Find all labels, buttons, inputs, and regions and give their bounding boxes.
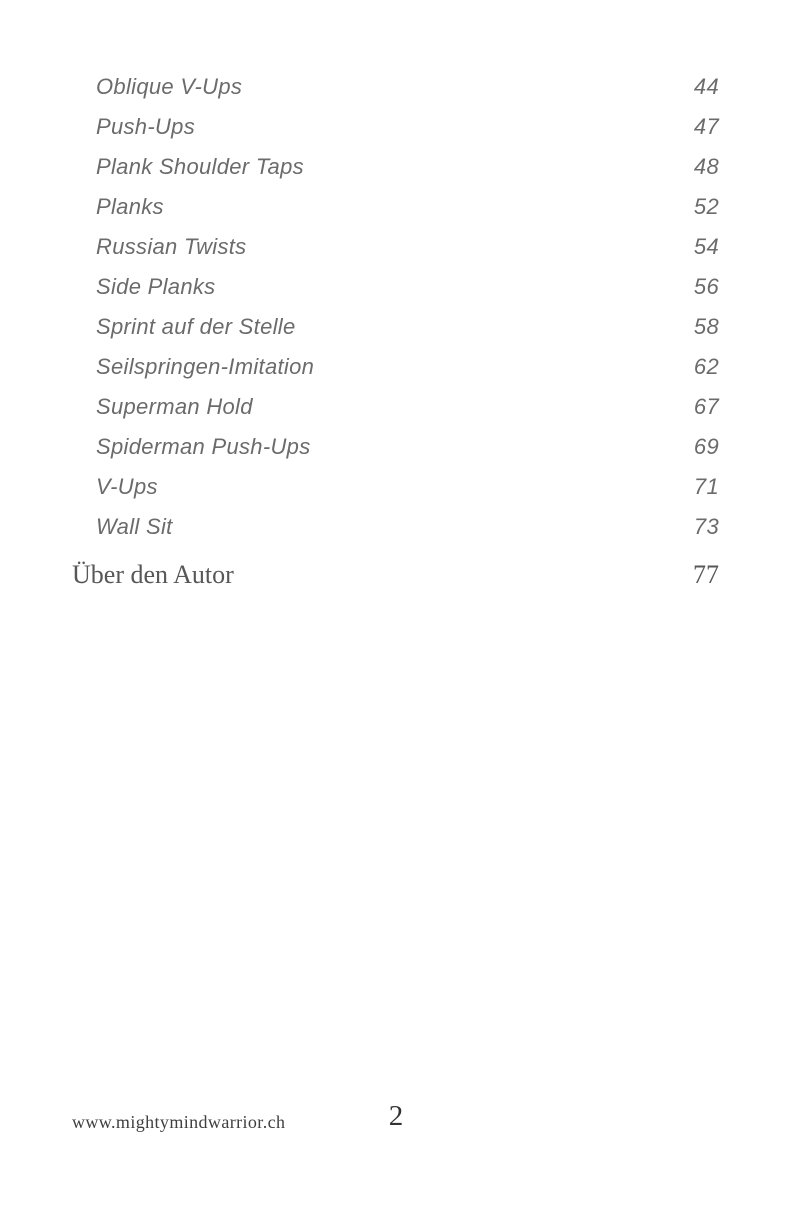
toc-entry-label: Russian Twists xyxy=(96,234,247,259)
toc-entry-label: Spiderman Push-Ups xyxy=(96,434,311,459)
toc-entry-label: Oblique V-Ups xyxy=(96,74,243,99)
table-of-contents xyxy=(72,67,719,603)
toc-entry-plank-shoulder-taps[interactable] xyxy=(72,147,719,187)
toc-entry-sprint-auf-der-stelle[interactable] xyxy=(72,307,719,347)
toc-entry-label: Side Planks xyxy=(96,274,216,299)
toc-entry-page: 77 xyxy=(693,560,719,589)
toc-entry-spiderman-push-ups[interactable] xyxy=(72,427,719,467)
toc-entry-label: Wall Sit xyxy=(96,514,173,539)
toc-entry-page: 73 xyxy=(693,514,719,539)
website-link[interactable]: www.mightymindwarrior.ch xyxy=(72,1112,286,1132)
toc-entry-label: Über den Autor xyxy=(72,560,234,589)
toc-entry-superman-hold[interactable] xyxy=(72,387,719,427)
toc-entry-page: 52 xyxy=(693,194,719,219)
toc-entry-label: V-Ups xyxy=(96,474,158,499)
toc-entry-wall-sit[interactable] xyxy=(72,507,719,547)
toc-entry-label: Push-Ups xyxy=(96,114,195,139)
toc-entry-page: 67 xyxy=(693,394,719,419)
toc-entry-page: 47 xyxy=(693,114,719,139)
toc-entry-russian-twists[interactable] xyxy=(72,227,719,267)
toc-entry-label: Sprint auf der Stelle xyxy=(96,314,296,339)
toc-entry-push-ups[interactable] xyxy=(72,107,719,147)
toc-entry-page: 44 xyxy=(693,74,719,99)
toc-entry-page: 48 xyxy=(693,154,719,179)
page-footer xyxy=(0,1100,792,1144)
toc-entry-label: Planks xyxy=(96,194,164,219)
toc-entry-page: 71 xyxy=(693,474,719,499)
toc-entry-oblique-v-ups[interactable] xyxy=(72,67,719,107)
toc-entry-seilspringen-imitation[interactable] xyxy=(72,347,719,387)
toc-entry-page: 58 xyxy=(693,314,719,339)
toc-entry-page: 56 xyxy=(693,274,719,299)
toc-entry-page: 69 xyxy=(693,434,719,459)
toc-entry-label: Seilspringen-Imitation xyxy=(96,354,315,379)
toc-entry-ueber-den-autor[interactable] xyxy=(72,547,719,603)
toc-entry-v-ups[interactable] xyxy=(72,467,719,507)
toc-entry-page: 62 xyxy=(693,354,719,379)
toc-entry-planks[interactable] xyxy=(72,187,719,227)
page-number: 2 xyxy=(388,1100,404,1132)
toc-entry-side-planks[interactable] xyxy=(72,267,719,307)
toc-entry-label: Superman Hold xyxy=(96,394,253,419)
toc-entry-label: Plank Shoulder Taps xyxy=(96,154,304,179)
toc-entry-page: 54 xyxy=(693,234,719,259)
